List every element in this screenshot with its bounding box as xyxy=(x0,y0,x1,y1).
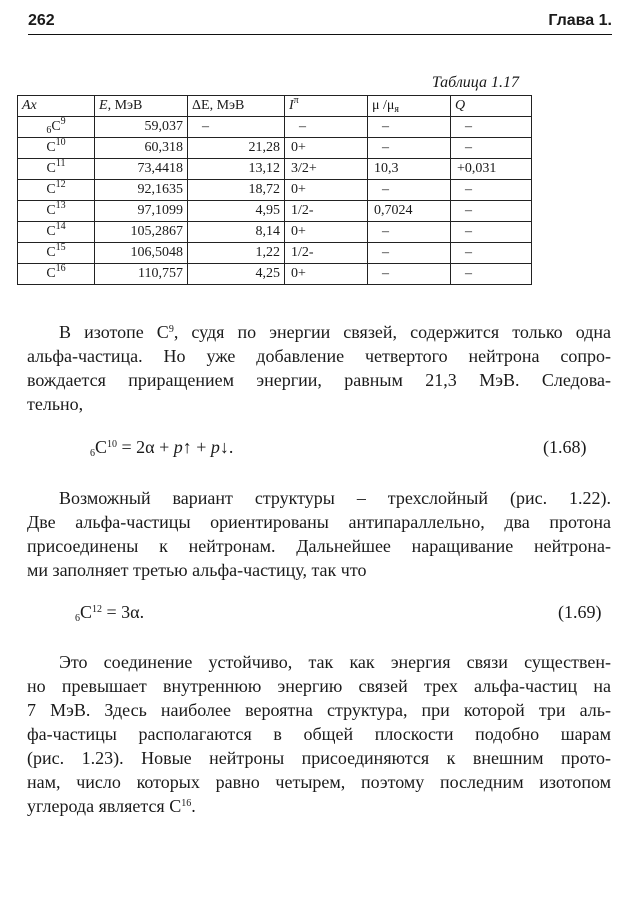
column-header-ax: Ax xyxy=(18,96,95,117)
cell-spin-parity: 1/2- xyxy=(285,201,368,222)
cell-energy: 60,318 xyxy=(95,138,188,159)
cell-delta-energy: 8,14 xyxy=(188,222,285,243)
page-number: 262 xyxy=(28,12,55,29)
table-row xyxy=(18,222,532,243)
cell-delta-energy: 18,72 xyxy=(188,180,285,201)
cell-energy: 97,1099 xyxy=(95,201,188,222)
cell-delta-energy: – xyxy=(188,117,285,138)
table-row xyxy=(18,243,532,264)
cell-isotope: $C^{16}$ xyxy=(18,264,95,285)
text-line: тельно, xyxy=(27,394,84,414)
cell-quadrupole: – xyxy=(451,201,532,222)
cell-isotope: $C^{11}$ xyxy=(18,159,95,180)
equation-number: (1.68) xyxy=(543,437,587,457)
equation-1-69: $_6C^{12} = 3\alpha$. xyxy=(75,602,145,624)
text-line: фа-частицы располагаются в общей плоскости подобно шарам xyxy=(27,724,611,744)
text-line: В изотопе $С^9$, судя по энергии связей, содержится только одна xyxy=(59,322,611,342)
text-line: 7 МэВ. Здесь наиболее вероятна структура, при которой три аль- xyxy=(27,700,611,720)
table-row xyxy=(18,264,532,285)
equation-rhs: = 2α + p↑ + p↓. xyxy=(117,437,234,457)
cell-isotope: $_6C^9$ xyxy=(18,117,95,138)
cell-magnetic-moment: – xyxy=(368,117,451,138)
equation-number: (1.69) xyxy=(558,602,602,622)
table-row xyxy=(18,117,532,138)
cell-spin-parity: 0+ xyxy=(285,138,368,159)
cell-magnetic-moment: – xyxy=(368,264,451,285)
cell-isotope: $C^{10}$ xyxy=(18,138,95,159)
cell-energy: 92,1635 xyxy=(95,180,188,201)
cell-quadrupole: – xyxy=(451,180,532,201)
table-row xyxy=(18,201,532,222)
cell-isotope: $C^{14}$ xyxy=(18,222,95,243)
cell-isotope: $C^{12}$ xyxy=(18,180,95,201)
paragraph-3 xyxy=(27,650,611,818)
cell-magnetic-moment: 10,3 xyxy=(368,159,451,180)
cell-quadrupole: – xyxy=(451,222,532,243)
table-header-row xyxy=(18,96,532,117)
energy-unit: , МэВ xyxy=(107,98,143,113)
cell-spin-parity: 0+ xyxy=(285,180,368,201)
text-line: Две альфа-частицы ориентированы антипараллельно, два протона xyxy=(27,512,611,532)
cell-magnetic-moment: – xyxy=(368,243,451,264)
table-row xyxy=(18,159,532,180)
cell-delta-energy: 4,95 xyxy=(188,201,285,222)
text-line: (рис. 1.23). Новые нейтроны присоединяются к внешним прото- xyxy=(27,748,611,768)
text-line: Это соединение устойчиво, так как энергия связи существен- xyxy=(59,652,611,672)
cell-magnetic-moment: 0,7024 xyxy=(368,201,451,222)
cell-delta-energy: 21,28 xyxy=(188,138,285,159)
text-line: углерода является $С^{16}$. xyxy=(27,796,196,816)
text-line: Возможный вариант структуры – трехслойный (рис. 1.22). xyxy=(59,488,611,508)
text-line: нам, число которых равно четырем, поэтому последним изотопом xyxy=(27,772,611,792)
cell-spin-parity: 1/2- xyxy=(285,243,368,264)
cell-quadrupole: – xyxy=(451,264,532,285)
text-line: вождается приращением энергии, равным 21,3 МэВ. Следова- xyxy=(27,370,611,390)
cell-energy: 110,757 xyxy=(95,264,188,285)
text-line: альфа-частица. Но уже добавление четвертого нейтрона сопро- xyxy=(27,346,611,366)
cell-delta-energy: 1,22 xyxy=(188,243,285,264)
cell-magnetic-moment: – xyxy=(368,138,451,159)
table-row xyxy=(18,180,532,201)
cell-spin-parity: – xyxy=(285,117,368,138)
cell-magnetic-moment: – xyxy=(368,180,451,201)
column-header-magnetic-moment: μ $/\mu_я$ xyxy=(368,96,451,117)
column-header-quadrupole: Q xyxy=(451,96,532,117)
paragraph-1 xyxy=(27,320,611,416)
column-header-delta-energy: ΔE, МэВ xyxy=(188,96,285,117)
isotope-table xyxy=(17,95,532,285)
cell-isotope: $C^{15}$ xyxy=(18,243,95,264)
column-header-spin-parity: $I^\pi$ xyxy=(285,96,368,117)
cell-spin-parity: 0+ xyxy=(285,264,368,285)
cell-quadrupole: +0,031 xyxy=(451,159,532,180)
cell-energy: 106,5048 xyxy=(95,243,188,264)
page-header xyxy=(28,12,612,35)
cell-spin-parity: 0+ xyxy=(285,222,368,243)
cell-isotope: $C^{13}$ xyxy=(18,201,95,222)
text-line: ми заполняет третью альфа-частицу, так что xyxy=(27,560,367,580)
cell-energy: 105,2867 xyxy=(95,222,188,243)
table-caption: Таблица 1.17 xyxy=(431,74,519,91)
cell-spin-parity: 3/2+ xyxy=(285,159,368,180)
cell-quadrupole: – xyxy=(451,117,532,138)
cell-delta-energy: 13,12 xyxy=(188,159,285,180)
cell-quadrupole: – xyxy=(451,138,532,159)
cell-delta-energy: 4,25 xyxy=(188,264,285,285)
text-line: присоединены к нейтронам. Дальнейшее наращивание нейтрона- xyxy=(27,536,611,556)
cell-energy: 59,037 xyxy=(95,117,188,138)
paragraph-2 xyxy=(27,486,611,582)
cell-magnetic-moment: – xyxy=(368,222,451,243)
table-row xyxy=(18,138,532,159)
chapter-title: Глава 1. xyxy=(548,12,612,29)
cell-quadrupole: – xyxy=(451,243,532,264)
equation-1-68: $_6C^{10} = 2\alpha$ + p↑ + p↓. xyxy=(90,437,234,459)
text-line: но превышает внутреннюю энергию связей трех альфа-частиц на xyxy=(27,676,611,696)
cell-energy: 73,4418 xyxy=(95,159,188,180)
column-header-energy: E, МэВ xyxy=(95,96,188,117)
